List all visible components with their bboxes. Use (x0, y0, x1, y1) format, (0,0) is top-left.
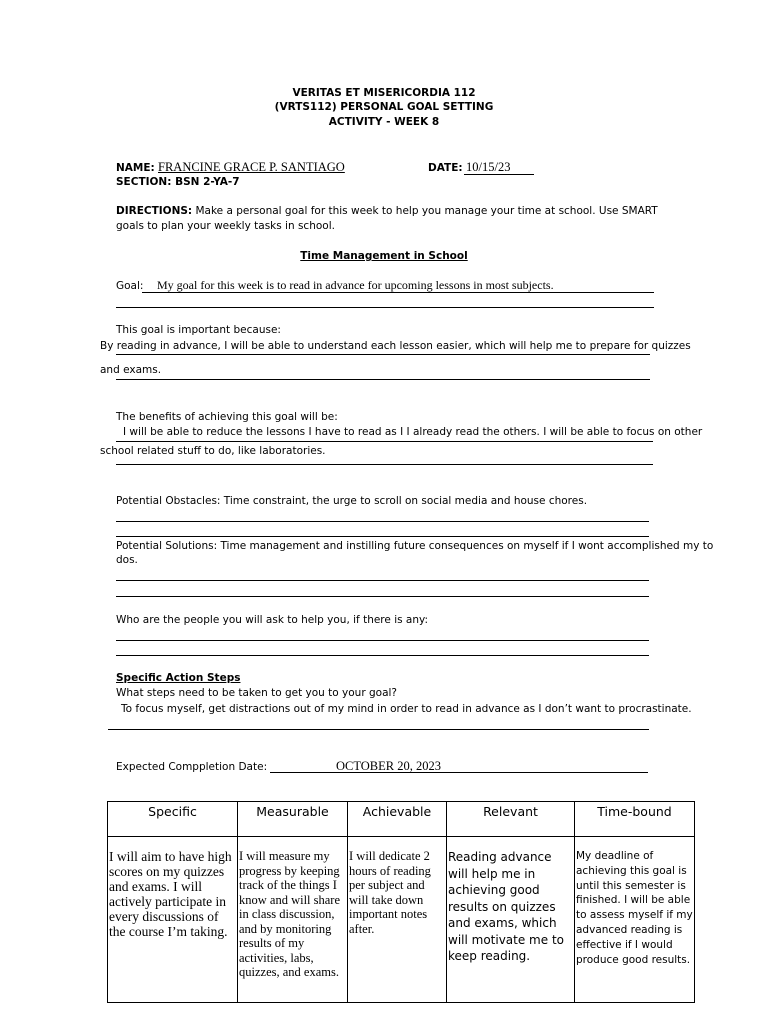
activity-title: (VRTS112) PERSONAL GOAL SETTING (274, 101, 494, 113)
table-row (108, 837, 695, 1003)
benefits-line2: school related stuff to do, like laboratories. (100, 445, 326, 457)
header-achievable: Achievable (348, 802, 447, 837)
benefits-underline1 (116, 441, 653, 442)
smart-goals-table (107, 801, 695, 1003)
obstacles-line2 (116, 536, 649, 537)
completion-label: Expected Comppletion Date: (116, 761, 268, 773)
header-relevant: Relevant (447, 802, 575, 837)
benefits-underline2 (116, 464, 653, 465)
solutions-line1: Potential Solutions: Time management and instilling future consequences on myself if I wont accomplished my to (116, 540, 714, 552)
benefits-label: The benefits of achieving this goal will be: (116, 411, 338, 423)
cell-relevant: Reading advance will help me in achieving good results on quizzes and exams, which will motivate me to keep reading. (447, 837, 575, 1003)
helpers-line1 (116, 640, 649, 641)
directions-line1 (116, 205, 658, 217)
directions-line2: goals to plan your weekly tasks in school. (116, 220, 335, 232)
date-value: 10/15/23 (466, 160, 511, 174)
obstacles-text: Potential Obstacles: Time constraint, the urge to scroll on social media and house chores. (116, 495, 588, 507)
cell-achievable: I will dedicate 2 hours of reading per subject and will take down important notes after. (348, 837, 447, 1003)
section-label: SECTION: BSN 2-YA-7 (116, 176, 240, 188)
action-steps-underline (108, 729, 649, 730)
section-title: Time Management in School (300, 250, 468, 262)
cell-time-bound: My deadline of achieving this goal is until this semester is finished. I will be able to assess myself if my advanced reading is effective if I would produce good results. (575, 837, 695, 1003)
solutions-line2: dos. (116, 554, 138, 566)
cell-specific: I will aim to have high scores on my quizzes and exams. I will actively participate in every discussions of the course I’m taking. (108, 837, 238, 1003)
action-steps-answer: To focus myself, get distractions out of my mind in order to read in advance as I don’t want to procrastinate. (121, 703, 692, 715)
directions-text: Make a personal goal for this week to help you manage your time at school. Use SMART (195, 205, 658, 217)
solutions-line-a (116, 580, 649, 581)
solutions-line-b (116, 596, 649, 597)
name-value: FRANCINE GRACE P. SANTIAGO (158, 160, 345, 174)
header-specific: Specific (108, 802, 238, 837)
course-title: VERITAS ET MISERICORDIA 112 (292, 87, 476, 99)
header-measurable: Measurable (238, 802, 348, 837)
name-label: NAME: (116, 162, 155, 174)
importance-underline2 (116, 379, 650, 380)
week-label: ACTIVITY - WEEK 8 (328, 116, 440, 128)
action-steps-question: What steps need to be taken to get you to your goal? (116, 687, 398, 699)
completion-value: OCTOBER 20, 2023 (336, 759, 441, 773)
table-header-row (108, 802, 695, 837)
obstacles-line1 (116, 521, 649, 522)
importance-line2: and exams. (100, 364, 162, 376)
header-time-bound: Time-bound (575, 802, 695, 837)
action-steps-title: Specific Action Steps (116, 672, 241, 684)
directions-label: DIRECTIONS: (116, 205, 193, 217)
completion-underline (270, 772, 648, 773)
helpers-line2 (116, 655, 649, 656)
goal-value: My goal for this week is to read in advance for upcoming lessons in most subjects. (157, 278, 554, 292)
date-label: DATE: (428, 162, 463, 174)
importance-line1: By reading in advance, I will be able to understand each lesson easier, which will help me to prepare for quizzes (100, 340, 691, 352)
benefits-line1: I will be able to reduce the lessons I have to read as I I already read the others. I will be able to focus on other (123, 426, 703, 438)
cell-measurable: I will measure my progress by keeping track of the things I know and will share in class discussion, and by monitoring results of my activities, labs, quizzes, and exams. (238, 837, 348, 1003)
goal-label: Goal: (116, 280, 144, 292)
goal-underline (142, 292, 654, 293)
importance-label: This goal is important because: (116, 324, 281, 336)
importance-underline1 (116, 354, 650, 355)
goal-blank-line (116, 307, 654, 308)
date-underline (464, 174, 534, 175)
helpers-text: Who are the people you will ask to help you, if there is any: (116, 614, 428, 626)
